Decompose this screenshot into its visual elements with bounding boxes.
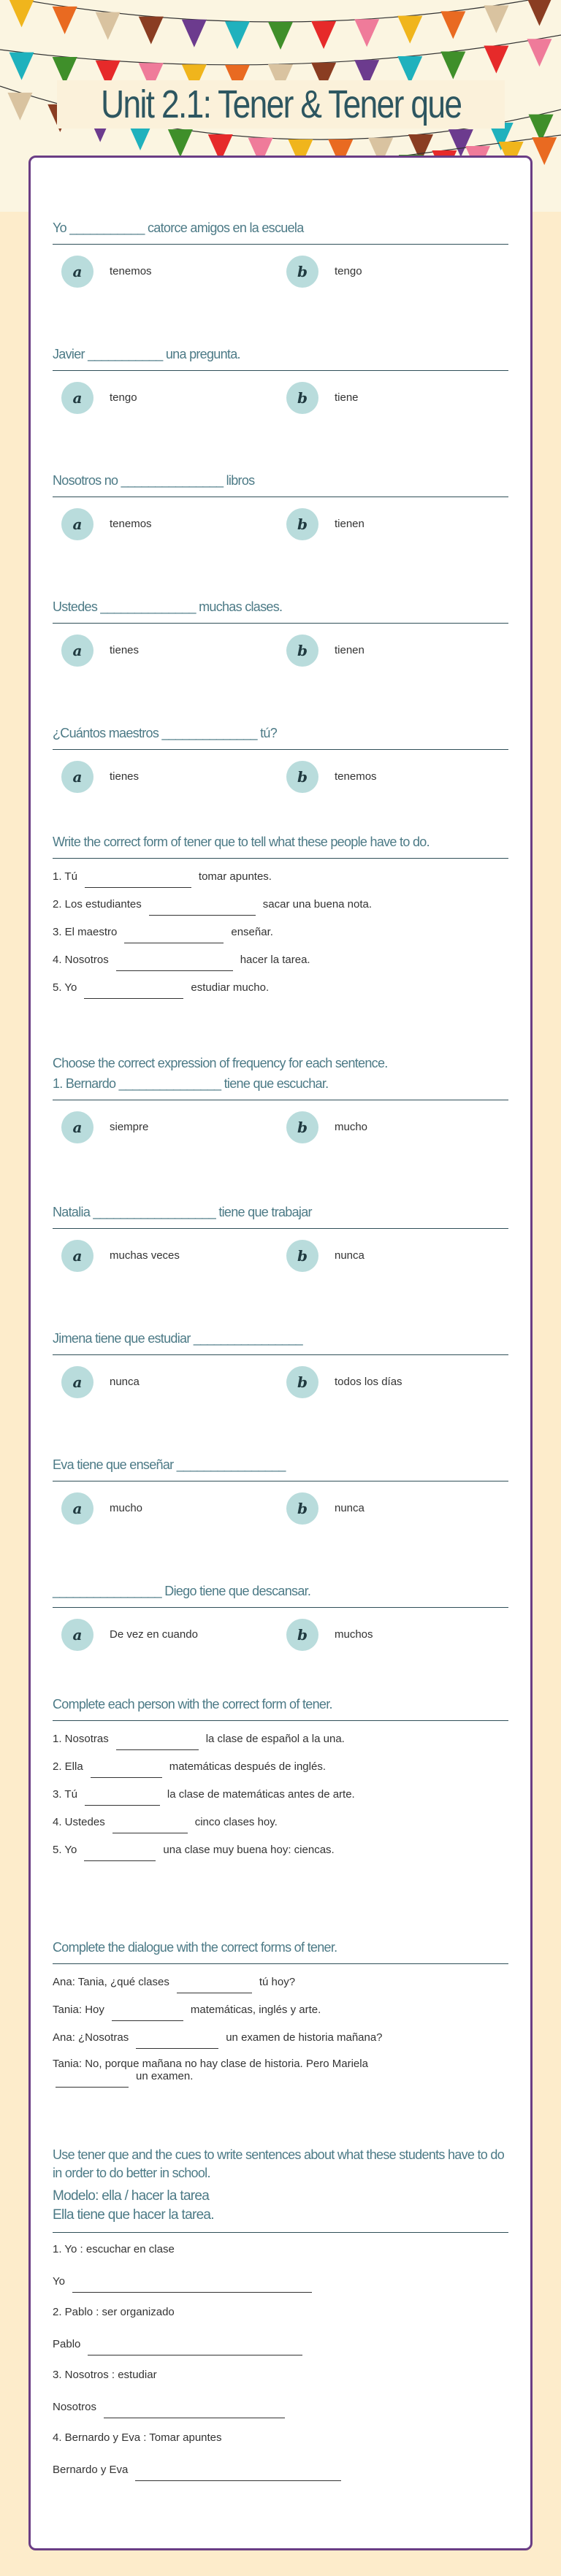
- cue-item: 4. Bernardo y Eva : Tomar apuntes: [53, 2431, 222, 2444]
- pennant-flag: [96, 12, 121, 40]
- item-suffix: un examen de historia mañana?: [226, 2031, 383, 2044]
- pennant-flag: [527, 0, 552, 26]
- dialogue-line: [53, 2070, 508, 2098]
- fill-in-item: [53, 920, 508, 948]
- item-prefix: 1. Nosotras: [53, 1733, 109, 1745]
- section-heading: Write the correct form of tener que to tell what these people have to do.: [53, 833, 508, 859]
- multiple-choice-question: [53, 663, 508, 789]
- answer-blank[interactable]: [112, 1816, 188, 1833]
- answer-blank[interactable]: [136, 2031, 218, 2049]
- fill-in-item: [53, 1970, 508, 1998]
- pennant-flag: [484, 5, 508, 33]
- fill-in-item: [53, 1755, 508, 1782]
- option-a[interactable]: [53, 507, 278, 540]
- item-prefix: 5. Yo: [53, 981, 77, 994]
- option-letter-a-icon: a: [61, 1619, 94, 1651]
- multiple-choice-question: [53, 1395, 508, 1521]
- sentence-subject: Pablo: [53, 2338, 81, 2350]
- pennant-flag: [397, 16, 422, 44]
- fill-in-item: [53, 1782, 508, 1810]
- option-letter-a-icon: a: [61, 1366, 94, 1398]
- option-label: tienen: [335, 644, 365, 656]
- pennant-flag: [311, 21, 336, 49]
- item-prefix: 4. Nosotros: [53, 954, 109, 966]
- sentence-subject: Nosotros: [53, 2401, 97, 2413]
- option-label: tienen: [335, 518, 365, 530]
- option-a[interactable]: [53, 1239, 278, 1272]
- sentence-answer-row: [53, 2393, 508, 2424]
- model-cue: Modelo: ella / hacer la tarea: [53, 2188, 210, 2204]
- option-label: muchas veces: [110, 1249, 180, 1262]
- section-dialogue: [53, 1939, 508, 2098]
- multiple-choice-question: [53, 1521, 508, 1647]
- item-prefix: Tania: Hoy: [53, 2004, 104, 2016]
- item-suffix: hacer la tarea.: [240, 954, 310, 966]
- section-heading: Complete each person with the correct form of tener.: [53, 1695, 508, 1721]
- multiple-choice-question: [53, 1268, 508, 1395]
- section-sentences: [53, 2146, 508, 2487]
- item-suffix: tú hoy?: [259, 1976, 296, 1988]
- item-prefix: 1. Tú: [53, 870, 77, 883]
- fill-in-item: [53, 865, 508, 892]
- option-label: siempre: [110, 1121, 149, 1133]
- pennant-flag: [440, 11, 465, 39]
- question-prompt: Eva tiene que enseñar ________________: [53, 1456, 508, 1481]
- sentence-answer-input[interactable]: [104, 2401, 285, 2418]
- sentence-subject: Bernardo y Eva: [53, 2464, 129, 2476]
- option-letter-b-icon: b: [286, 1366, 318, 1398]
- option-a[interactable]: [53, 381, 278, 414]
- dialogue-text: un examen.: [136, 2070, 194, 2082]
- pennant-flag: [168, 129, 193, 157]
- model-answer: Ella tiene que hacer la tarea.: [53, 2207, 214, 2223]
- option-label: todos los días: [335, 1376, 402, 1388]
- question-prompt: Jimena tiene que estudiar ________________: [53, 1330, 508, 1355]
- cue-item: 3. Nosotros : estudiar: [53, 2369, 157, 2381]
- option-b[interactable]: [278, 507, 503, 540]
- option-letter-a-icon: a: [61, 1111, 94, 1143]
- item-suffix: la clase de matemáticas antes de arte.: [167, 1788, 355, 1801]
- option-letter-b-icon: b: [286, 508, 318, 540]
- answer-blank[interactable]: [177, 1976, 252, 1993]
- question-prompt: 1. Bernardo _______________ tiene que escuchar.: [53, 1075, 508, 1100]
- item-suffix: cinco clases hoy.: [194, 1816, 278, 1828]
- multiple-choice-question: [53, 537, 508, 663]
- bunting-string: [0, 0, 561, 22]
- item-suffix: estudiar mucho.: [191, 981, 270, 994]
- option-a[interactable]: [53, 255, 278, 288]
- pennant-flag: [354, 19, 379, 47]
- item-suffix: sacar una buena nota.: [262, 898, 373, 911]
- option-label: tengo: [335, 265, 362, 277]
- cue-item: 2. Pablo : ser organizado: [53, 2306, 175, 2318]
- answer-blank[interactable]: [84, 1844, 156, 1861]
- answer-blank[interactable]: [124, 926, 224, 943]
- pennant-flag: [268, 22, 293, 50]
- fill-in-item: [53, 975, 508, 1003]
- item-prefix: 4. Ustedes: [53, 1816, 105, 1828]
- item-suffix: matemáticas, inglés y arte.: [190, 2004, 321, 2016]
- answer-options: [53, 634, 508, 667]
- answer-blank[interactable]: [91, 1760, 162, 1778]
- sentence-answer-row: [53, 2456, 508, 2487]
- fill-in-item: [53, 2025, 508, 2053]
- option-letter-a-icon: a: [61, 635, 94, 667]
- item-prefix: Ana: ¿Nosotras: [53, 2031, 129, 2044]
- pennant-flag: [484, 46, 508, 74]
- item-suffix: matemáticas después de inglés.: [169, 1760, 326, 1773]
- pennant-flag: [7, 93, 32, 120]
- item-suffix: enseñar.: [231, 926, 273, 938]
- option-b[interactable]: [278, 634, 503, 667]
- item-suffix: la clase de español a la una.: [205, 1733, 345, 1745]
- option-letter-b-icon: b: [286, 1240, 318, 1272]
- dialogue-text: Tania: No, porque mañana no hay clase de historia. Pero Mariela: [53, 2058, 368, 2070]
- option-a[interactable]: [53, 760, 278, 793]
- option-label: mucho: [110, 1502, 143, 1514]
- item-prefix: 2. Los estudiantes: [53, 898, 142, 911]
- dialogue-line: [53, 2053, 508, 2070]
- option-a[interactable]: [53, 1365, 278, 1398]
- answer-blank[interactable]: [116, 1733, 199, 1750]
- answer-options: [53, 381, 508, 414]
- fill-in-item: [53, 1727, 508, 1755]
- answer-blank[interactable]: [112, 2004, 183, 2021]
- cue-item: 1. Yo : escuchar en clase: [53, 2243, 175, 2255]
- option-letter-b-icon: b: [286, 1492, 318, 1525]
- option-letter-a-icon: a: [61, 761, 94, 793]
- sentence-subject: Yo: [53, 2275, 65, 2288]
- question-prompt: ________________ Diego tiene que descansar.: [53, 1582, 508, 1608]
- option-label: tienes: [110, 770, 140, 783]
- answer-options: [53, 1492, 508, 1525]
- pennant-flag: [532, 137, 557, 165]
- sentence-answer-row: [53, 2331, 508, 2361]
- item-prefix: Ana: Tania, ¿qué clases: [53, 1976, 169, 1988]
- option-b[interactable]: [278, 255, 503, 288]
- option-letter-b-icon: b: [286, 382, 318, 414]
- answer-blank[interactable]: [116, 954, 233, 971]
- section-heading: Complete the dialogue with the correct forms of tener.: [53, 1939, 508, 1964]
- option-label: nunca: [335, 1502, 365, 1514]
- option-letter-b-icon: b: [286, 635, 318, 667]
- item-prefix: 3. El maestro: [53, 926, 118, 938]
- question-prompt: Javier ___________ una pregunta.: [53, 345, 508, 371]
- item-prefix: 3. Tú: [53, 1788, 77, 1801]
- option-b[interactable]: [278, 1111, 503, 1143]
- option-letter-b-icon: b: [286, 761, 318, 793]
- option-b[interactable]: [278, 1618, 503, 1651]
- model-example: [53, 2187, 508, 2233]
- option-b[interactable]: [278, 1239, 503, 1272]
- option-a[interactable]: [53, 1492, 278, 1525]
- sentence-answer-row: [53, 2268, 508, 2299]
- option-label: muchos: [335, 1628, 373, 1641]
- answer-options: [53, 507, 508, 540]
- pennant-flag: [440, 51, 465, 79]
- question-prompt: ¿Cuántos maestros ______________ tú?: [53, 724, 508, 750]
- fill-in-item: [53, 948, 508, 975]
- option-b[interactable]: [278, 1365, 503, 1398]
- sentence-answer-input[interactable]: [88, 2338, 302, 2355]
- answer-options: [53, 255, 508, 288]
- option-label: tenemos: [110, 265, 152, 277]
- option-letter-a-icon: a: [61, 256, 94, 288]
- option-b[interactable]: [278, 760, 503, 793]
- pennant-flag: [9, 0, 34, 27]
- option-letter-a-icon: a: [61, 1240, 94, 1272]
- page-title: Unit 2.1: Tener & Tener que: [100, 83, 462, 126]
- option-b[interactable]: [278, 381, 503, 414]
- multiple-choice-question: [53, 1075, 508, 1142]
- pennant-flag: [53, 7, 77, 34]
- pennant-flag: [139, 17, 164, 45]
- item-suffix: una clase muy buena hoy: ciencas.: [163, 1844, 335, 1856]
- item-suffix: tomar apuntes.: [198, 870, 272, 883]
- option-label: tenemos: [335, 770, 377, 783]
- sentence-answer-input[interactable]: [72, 2275, 312, 2293]
- answer-options: [53, 1618, 508, 1651]
- section-frequency: [53, 1054, 508, 1647]
- section-tener: [53, 1695, 508, 1866]
- pennant-flag: [9, 53, 34, 80]
- answer-blank[interactable]: [149, 898, 256, 916]
- pennant-flag: [182, 20, 207, 47]
- multiple-choice-question: [53, 284, 508, 410]
- question-prompt: Natalia __________________ tiene que trabajar: [53, 1203, 508, 1229]
- item-prefix: 5. Yo: [53, 1844, 77, 1856]
- option-label: tenemos: [110, 518, 152, 530]
- sentence-answer-input[interactable]: [135, 2464, 341, 2481]
- question-prompt: Yo ___________ catorce amigos en la escuela: [53, 219, 508, 245]
- answer-blank[interactable]: [85, 1788, 160, 1806]
- answer-blank[interactable]: [56, 2070, 129, 2088]
- pennant-flag: [527, 39, 552, 66]
- answer-options: [53, 1239, 508, 1272]
- pennant-flag: [225, 21, 250, 49]
- fill-in-item: [53, 1838, 508, 1866]
- fill-in-item: [53, 892, 508, 920]
- title-box: [57, 80, 505, 129]
- option-a[interactable]: [53, 1618, 278, 1651]
- option-letter-a-icon: a: [61, 382, 94, 414]
- fill-in-item: [53, 1810, 508, 1838]
- worksheet-card: [28, 156, 533, 2550]
- option-label: tiene: [335, 391, 359, 404]
- option-letter-b-icon: b: [286, 1111, 318, 1143]
- option-label: nunca: [335, 1249, 365, 1262]
- answer-blank[interactable]: [85, 870, 191, 888]
- multiple-choice-question: [53, 158, 508, 284]
- section-heading: Choose the correct expression of frequency for each sentence.: [53, 1056, 388, 1070]
- fill-in-item: [53, 1998, 508, 2025]
- option-label: mucho: [335, 1121, 368, 1133]
- answer-options: [53, 1111, 508, 1143]
- option-letter-b-icon: b: [286, 1619, 318, 1651]
- option-label: De vez en cuando: [110, 1628, 198, 1641]
- option-label: tienes: [110, 644, 140, 656]
- answer-options: [53, 1365, 508, 1398]
- answer-options: [53, 760, 508, 793]
- multiple-choice-question: [53, 1142, 508, 1268]
- multiple-choice-question: [53, 410, 508, 537]
- section-heading: Use tener que and the cues to write sentences about what these students have to do in order to do better in school.: [53, 2147, 505, 2180]
- section-tener-que: [53, 833, 508, 1003]
- option-a[interactable]: [53, 1111, 278, 1143]
- option-letter-a-icon: a: [61, 1492, 94, 1525]
- answer-blank[interactable]: [84, 981, 183, 999]
- option-label: nunca: [110, 1376, 140, 1388]
- question-prompt: Nosotros no _______________ libros: [53, 472, 508, 497]
- option-letter-a-icon: a: [61, 508, 94, 540]
- option-b[interactable]: [278, 1492, 503, 1525]
- option-a[interactable]: [53, 634, 278, 667]
- option-label: tengo: [110, 391, 137, 404]
- question-prompt: Ustedes ______________ muchas clases.: [53, 598, 508, 624]
- option-letter-b-icon: b: [286, 256, 318, 288]
- item-prefix: 2. Ella: [53, 1760, 83, 1773]
